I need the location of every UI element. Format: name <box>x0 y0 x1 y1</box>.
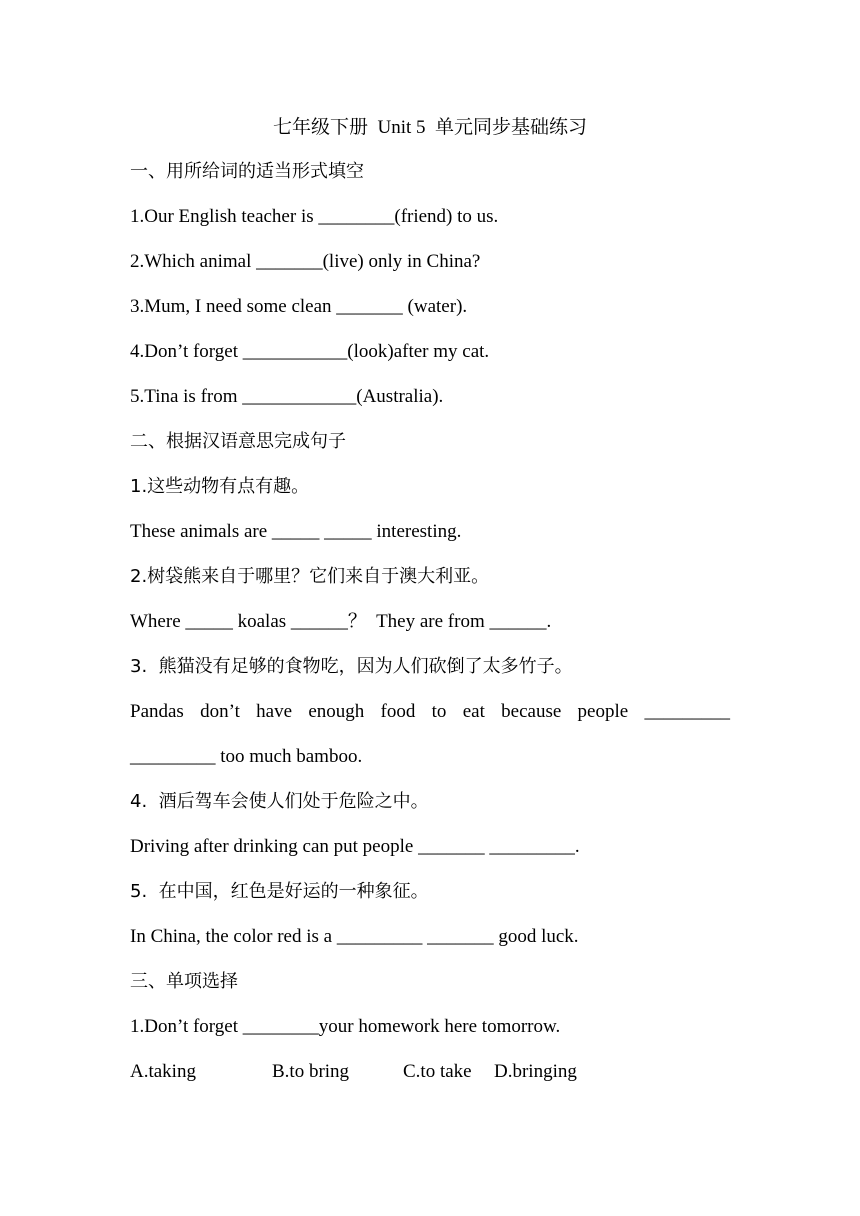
section-2-q4-english: Driving after drinking can put people _______ _________. <box>130 836 580 857</box>
section-1-item-4: 4.Don’t forget ___________(look)after my cat. <box>130 341 490 362</box>
section-2-q3-english-line-1: Pandas don’t have enough food to eat because people _________ <box>130 701 730 722</box>
section-2-q1-chinese: 1.这些动物有点有趣。 <box>130 476 310 497</box>
section-2-q4-chinese: 4. 酒后驾车会使人们处于危险之中。 <box>130 791 429 812</box>
section-2-q5-english: In China, the color red is a _________ _______ good luck. <box>130 926 579 947</box>
section-3-heading: 三、单项选择 <box>130 971 238 992</box>
section-2-q2-english: Where _____ koalas ______？ They are from ______. <box>130 611 552 632</box>
section-2-heading: 二、根据汉语意思完成句子 <box>130 431 346 452</box>
option-c: C.to take <box>403 1061 472 1082</box>
option-b: B.to bring <box>272 1061 350 1082</box>
section-2-q5-chinese: 5. 在中国，红色是好运的一种象征。 <box>130 881 429 902</box>
section-1-item-5: 5.Tina is from ____________(Australia). <box>130 386 444 407</box>
option-d: D.bringing <box>494 1061 577 1082</box>
option-a: A.taking <box>130 1061 196 1082</box>
section-2-q3-english-line-2: _________ too much bamboo. <box>130 746 363 767</box>
section-1-item-2: 2.Which animal _______(live) only in China? <box>130 251 481 272</box>
section-1-item-1: 1.Our English teacher is ________(friend) to us. <box>130 206 499 227</box>
section-2-q3-chinese: 3. 熊猫没有足够的食物吃，因为人们砍倒了太多竹子。 <box>130 656 573 677</box>
section-1-heading: 一、用所给词的适当形式填空 <box>130 161 364 182</box>
page-title: 七年级下册 Unit 5 单元同步基础练习 <box>272 117 588 138</box>
section-2-q2-chinese: 2.树袋熊来自于哪里？它们来自于澳大利亚。 <box>130 566 490 587</box>
section-2-q1-english: These animals are _____ _____ interesting. <box>130 521 462 542</box>
section-1-item-3: 3.Mum, I need some clean _______ (water). <box>130 296 468 317</box>
section-3-q1: 1.Don’t forget ________your homework here tomorrow. <box>130 1016 561 1037</box>
